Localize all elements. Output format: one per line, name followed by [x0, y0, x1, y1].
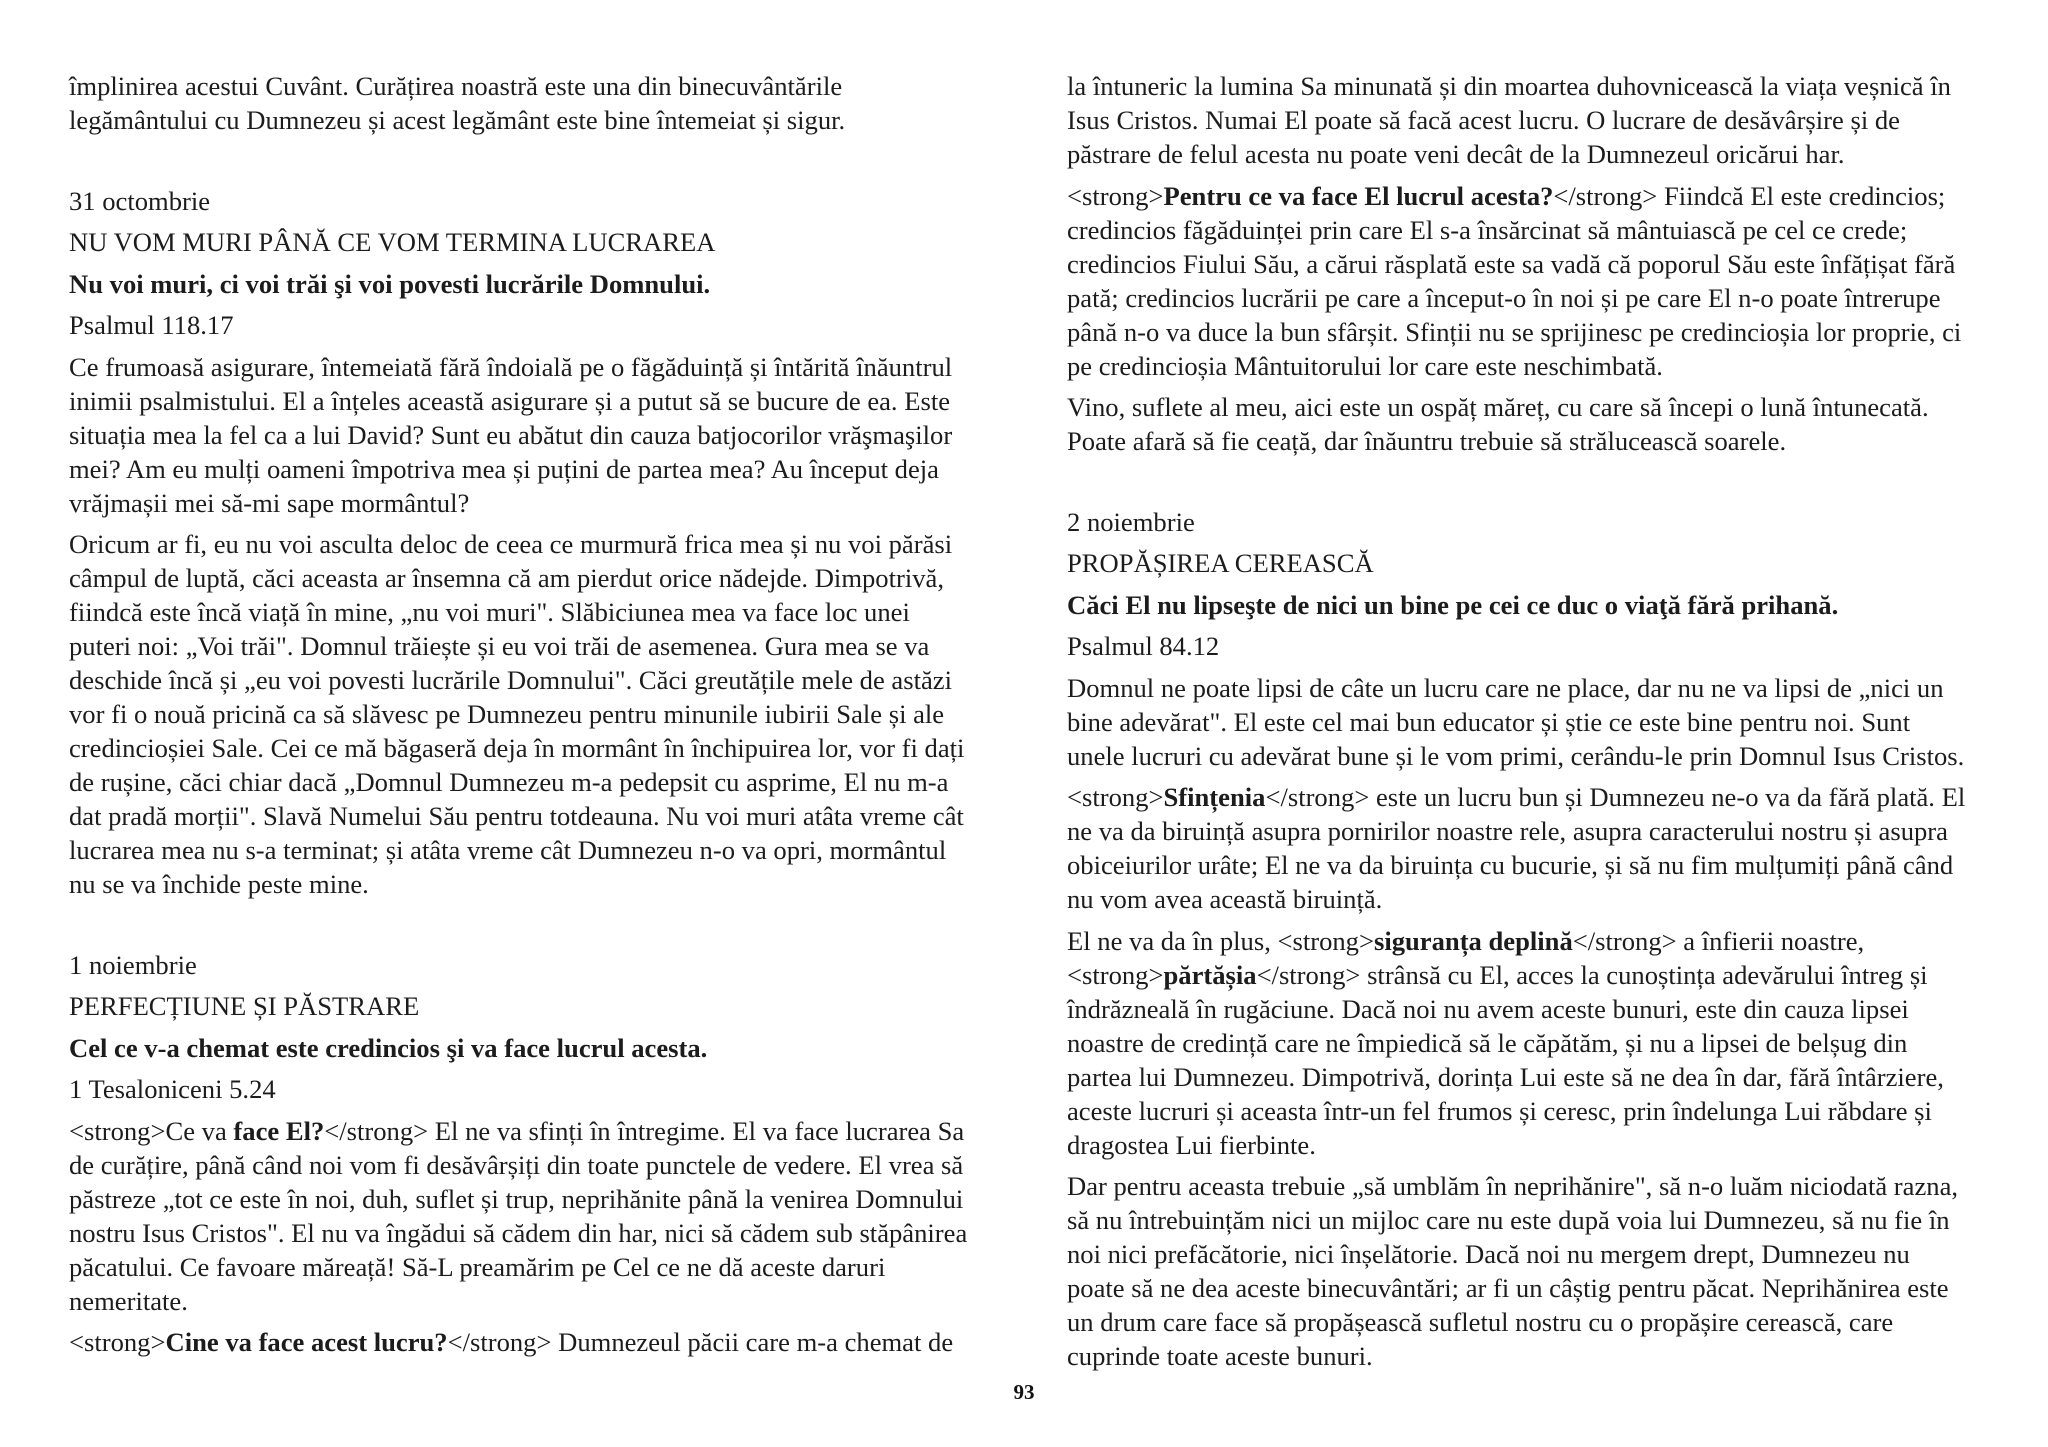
text-line: cuprinde toate aceste bunuri.	[1067, 1341, 1373, 1371]
text-line: împlinirea acestui Cuvânt. Curățirea noastră este una din binecuvântările	[69, 71, 843, 101]
entry-date	[1067, 505, 2027, 539]
text-line: legământului cu Dumnezeu și acest legământ este bine întemeiat și sigur.	[69, 105, 846, 135]
text-line	[69, 1114, 999, 1148]
paragraph	[69, 350, 999, 520]
text-segment: <strong>	[1067, 959, 1164, 990]
text-line: 2 noiembrie	[1067, 506, 1195, 537]
text-line: PROPĂȘIREA CEREASCĂ	[1067, 548, 1374, 578]
text-line: Poate afară să fie ceață, dar înăuntru trebuie să strălucească soarele.	[1067, 426, 1787, 456]
bold-text: Pentru ce va face El lucrul acesta?	[1163, 180, 1554, 211]
bold-text: Sfințenia	[1163, 782, 1266, 812]
text-line	[1067, 958, 2027, 992]
text-line: nu vom avea această biruință.	[1067, 884, 1383, 914]
text-line: păstrare de felul acesta nu poate veni decât de la Dumnezeul oricărui har.	[1067, 139, 1845, 169]
text-line: nostru Isus Cristos". El nu va îngădui să cădem din har, nici să cădem sub stăpânirea	[69, 1217, 968, 1248]
text-segment: </strong> Fiindcă El este credincios;	[1553, 180, 1946, 211]
scripture-reference	[69, 308, 999, 342]
paragraph	[69, 1325, 999, 1359]
text-line: de curățire, până când noi vom fi desăvârșiți din toate punctele de vedere. El vrea să	[69, 1149, 964, 1180]
text-line: Căci El nu lipseşte de nici un bine pe cei ce duc o viaţă fără prihană.	[1067, 589, 1839, 620]
text-line: Psalmul 84.12	[1067, 631, 1220, 661]
paragraph	[1067, 671, 2027, 773]
text-line	[1067, 179, 2027, 213]
text-line: puteri noi: „Voi trăi". Domnul trăiește și eu voi trăi de asemenea. Gura mea se va	[69, 631, 930, 661]
text-line: PERFECȚIUNE ȘI PĂSTRARE	[69, 991, 420, 1021]
text-line: NU VOM MURI PÂNĂ CE VOM TERMINA LUCRAREA	[69, 227, 716, 257]
text-line	[69, 1325, 999, 1359]
scripture-reference	[1067, 629, 2027, 663]
text-line: fiindcă este încă viață în mine, „nu voi muri". Slăbiciunea mea va face loc unei	[69, 597, 910, 627]
text-line: credincios făgăduinței prin care El s-a însărcinat să mântuiască pe cel ce crede;	[1067, 214, 1908, 245]
text-line: Dar pentru aceasta trebuie „să umblăm în neprihănire", să n-o luăm niciodată razna,	[1067, 1171, 1959, 1201]
text-segment: <strong>	[1067, 782, 1164, 812]
text-line: credincios Fiului Său, a cărui răsplată este sa vadă că poporul Său este înfățișat fără	[1067, 248, 1956, 279]
scripture-reference	[69, 1072, 999, 1106]
text-line: până n-o va duce la bun sfârșit. Sfinții nu se sprijinesc pe credincioșia lor proprie, ci	[1067, 316, 1962, 347]
text-segment: </strong> a înfierii noastre,	[1572, 925, 1865, 956]
text-line: Cel ce v-a chemat este credincios şi va face lucrul acesta.	[69, 1032, 708, 1063]
text-line: 1 Tesaloniceni 5.24	[69, 1074, 276, 1104]
text-line: lucrarea mea nu s-a terminat; și atâta vreme cât Dumnezeu n-o va opri, mormântul	[69, 835, 947, 865]
text-segment: </strong> este un lucru bun și Dumnezeu ne-o va da fără plată. El	[1265, 782, 1966, 812]
paragraph	[69, 69, 999, 137]
text-segment: <strong>	[1067, 180, 1164, 211]
scripture-verse	[69, 267, 999, 301]
text-line: îndrăzneală în rugăciune. Dacă noi nu avem aceste bunuri, este din cauza lipsei	[1067, 993, 1909, 1024]
text-line: nu se va închide peste mine.	[69, 869, 369, 899]
text-line: vrăjmașii mei să-mi sape mormântul?	[69, 487, 470, 518]
text-segment: </strong> strânsă cu El, acces la cunoștința adevărului întreg și	[1256, 959, 1928, 990]
text-line: păstreze „tot ce este în noi, duh, suflet și trup, neprihănite până la venirea Domnului	[69, 1183, 964, 1214]
text-line: unele lucruri cu adevărat bune și le vom primi, cerându-le prin Domnul Isus Cristos.	[1067, 740, 1965, 771]
text-segment: </strong> El ne va sfinți în întregime. El va face lucrarea Sa	[324, 1115, 965, 1146]
left-column	[69, 69, 999, 1359]
text-segment: </strong> Dumnezeul păcii care m-a chemat de	[447, 1327, 954, 1357]
text-line: păcatului. Ce favoare măreață! Să-L preamărim pe Cel ce ne dă aceste daruri	[69, 1251, 886, 1282]
entry-title	[69, 225, 999, 259]
text-line: Oricum ar fi, eu nu voi asculta deloc de ceea ce murmură frica mea și nu voi părăsi	[69, 529, 953, 559]
text-line: Domnul ne poate lipsi de câte un lucru care ne place, dar nu ne va lipsi de „nici un	[1067, 672, 1944, 703]
text-line: dat pradă morții". Slavă Numelui Său pentru totdeauna. Nu voi muri atâta vreme cât	[69, 801, 964, 831]
scripture-verse	[69, 1031, 999, 1065]
paragraph	[1067, 924, 2027, 1162]
scripture-verse	[1067, 588, 2027, 622]
text-line: de rușine, căci chiar dacă „Domnul Dumnezeu m-a pedepsit cu asprime, El nu m-a	[69, 767, 949, 797]
text-segment: <strong>	[69, 1327, 166, 1357]
paragraph	[1067, 179, 2027, 383]
paragraph	[69, 1114, 999, 1318]
text-line: pată; credincios lucrării pe care a început-o în noi și pe care El n-o poate întrerupe	[1067, 282, 1941, 313]
entry-date	[69, 948, 999, 982]
text-line: dragostea Lui fierbinte.	[1067, 1129, 1316, 1160]
text-line: la întuneric la lumina Sa minunată și din moartea duhovnicească la viața veșnică în	[1067, 71, 1951, 101]
text-line: noi nici prefăcătorie, nici înșelătorie. Dacă noi nu mergem drept, Dumnezeu nu	[1067, 1239, 1910, 1269]
text-line: poate să ne dea aceste binecuvântări; ar fi un câștig pentru păcat. Neprihănirea este	[1067, 1273, 1949, 1303]
text-line: deschide încă și „eu voi povesti lucrările Domnului". Căci greutățile mele de astăzi	[69, 665, 952, 695]
text-segment: <strong>Ce va	[69, 1115, 234, 1146]
text-line	[1067, 780, 2027, 814]
page-number: 93	[1013, 1380, 1035, 1404]
text-line: ne va da biruință asupra pornirilor noastre rele, asupra caracterului nostru și asupra	[1067, 816, 1948, 846]
text-line: Isus Cristos. Numai El poate să facă acest lucru. O lucrare de desăvârșire și de	[1067, 105, 1900, 135]
paragraph	[1067, 390, 2027, 458]
text-line: bine adevărat". El este cel mai bun educator și știe ce este bine pentru noi. Sunt	[1067, 706, 1911, 737]
entry-date	[69, 184, 999, 218]
text-line	[1067, 924, 2027, 958]
entry-title	[69, 989, 999, 1023]
bold-text: părtășia	[1163, 959, 1257, 990]
paragraph	[1067, 1169, 2027, 1373]
text-line: mei? Am eu mulți oameni împotriva mea și puțini de partea mea? Au început deja	[69, 453, 939, 484]
paragraph	[1067, 69, 2027, 171]
text-line: partea lui Dumnezeu. Dimpotrivă, dorința Lui este să ne dea în dar, fără întârziere,	[1067, 1061, 1944, 1092]
text-line: Nu voi muri, ci voi trăi şi voi povesti lucrările Domnului.	[69, 268, 711, 299]
text-line: un drum care face să propășească sufletul nostru cu o propășire cerească, care	[1067, 1307, 1894, 1337]
text-line: 1 noiembrie	[69, 949, 197, 980]
right-column	[1067, 69, 2027, 1373]
text-line: vor fi o nouă pricină ca să slăvesc pe Dumnezeu pentru minunile iubirii Sale și ale	[69, 699, 945, 729]
text-segment: El ne va da în plus, <strong>	[1067, 925, 1374, 956]
text-line: nemeritate.	[69, 1285, 188, 1316]
text-line: Vino, suflete al meu, aici este un ospăț măreț, cu care să începi o lună întunecată.	[1067, 392, 1929, 422]
entry-title	[1067, 546, 2027, 580]
text-line: 31 octombrie	[69, 185, 211, 216]
text-line: obiceiurilor urâte; El ne va da biruința cu bucurie, și să nu fim mulțumiți până când	[1067, 850, 1954, 880]
text-line: credincioșiei Sale. Cei ce mă băgaseră deja în mormânt în închipuirea lor, vor fi dați	[69, 733, 965, 763]
bold-text: Cine va face acest lucru?	[165, 1327, 448, 1357]
text-line: Ce frumoasă asigurare, întemeiată fără îndoială pe o făgăduință și întărită înăuntrul	[69, 351, 953, 382]
paragraph	[1067, 780, 2027, 916]
bold-text: face El?	[233, 1115, 325, 1146]
text-line: aceste lucruri și aceasta într-un fel frumos și ceresc, prin îndelunga Lui răbdare și	[1067, 1095, 1932, 1126]
text-line: inimii psalmistului. El a înțeles această asigurare și a putut să se bucure de ea. Este	[69, 385, 951, 416]
text-line: pe credincioșia Mântuitorului lor care este neschimbată.	[1067, 350, 1663, 381]
paragraph	[69, 527, 999, 901]
text-line: Psalmul 118.17	[69, 310, 234, 340]
bold-text: siguranța deplină	[1373, 925, 1573, 956]
text-line: câmpul de luptă, căci aceasta ar însemna că am pierdut orice nădejde. Dimpotrivă,	[69, 563, 944, 593]
text-line: noastre de credință care ne împiedică să le căpătăm, și nu a lipsei de belșug din	[1067, 1027, 1908, 1058]
text-line: situația mea la fel ca a lui David? Sunt eu abătut din cauza batjocorilor vrăşmaşilor	[69, 419, 953, 450]
text-line: să nu întrebuințăm nici un mijloc care nu este după voia lui Dumnezeu, să nu fie în	[1067, 1205, 1950, 1235]
